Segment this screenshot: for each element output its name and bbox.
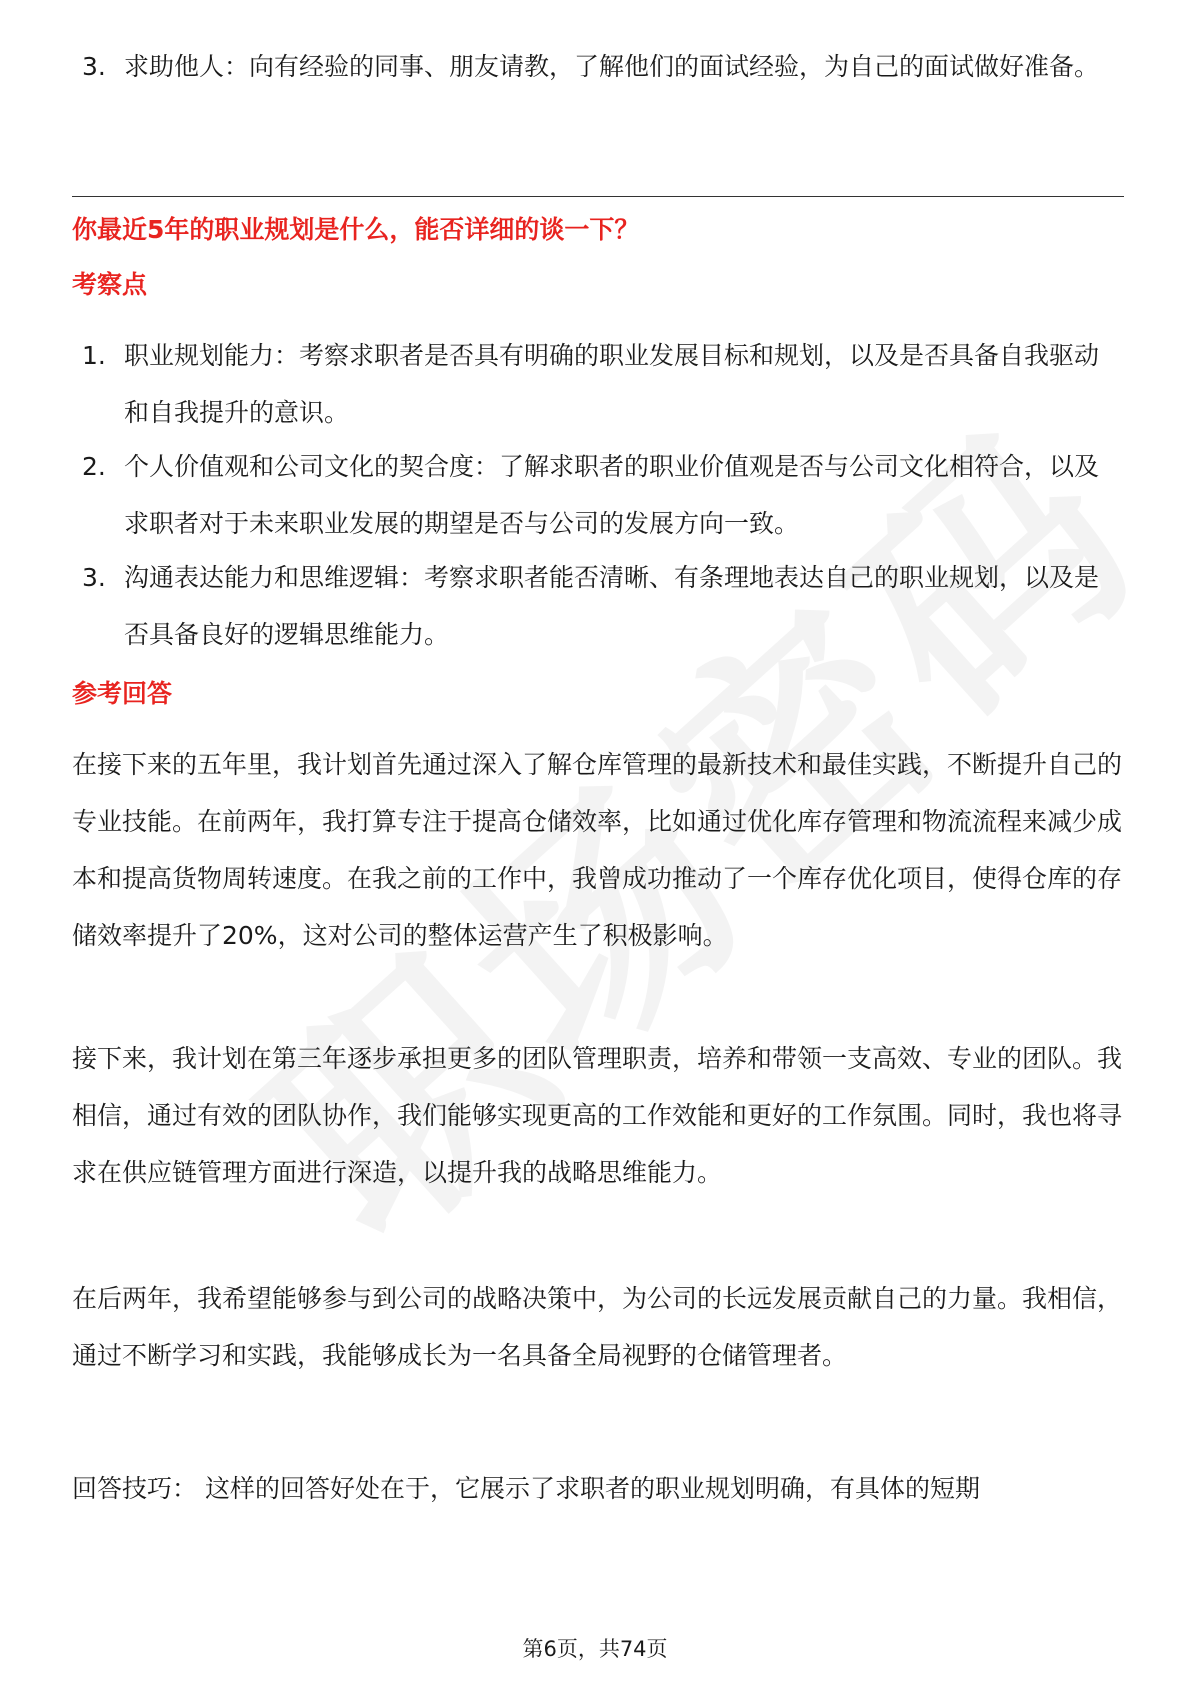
previous-list xyxy=(82,38,1122,95)
page-footer: 第6页，共74页 xyxy=(522,1637,668,1661)
list-text: 求助他人：向有经验的同事、朋友请教，了解他们的面试经验，为自己的面试做好准备。 xyxy=(124,52,1100,81)
list-number: 2. xyxy=(82,452,106,481)
answer-paragraph: 在后两年，我希望能够参与到公司的战略决策中，为公司的长远发展贡献自己的力量。我相信，通过不断学习和实践，我能够成长为一名具备全局视野的仓储管理者。 xyxy=(72,1284,1123,1370)
list-text: 职业规划能力：考察求职者是否具有明确的职业发展目标和规划，以及是否具备自我驱动和自我提升的意识。 xyxy=(124,341,1100,427)
list-item xyxy=(82,549,1122,663)
list-text: 沟通表达能力和思维逻辑：考察求职者能否清晰、有条理地表达自己的职业规划，以及是否具备良好的逻辑思维能力。 xyxy=(124,563,1100,649)
answer-paragraph: 接下来，我计划在第三年逐步承担更多的团队管理职责，培养和带领一支高效、专业的团队。我相信，通过有效的团队协作，我们能够实现更高的工作效能和更好的工作氛围。同时，我也将寻求在供应链管理方面进行深造，以提升我的战略思维能力。 xyxy=(72,1044,1123,1187)
answer-paragraph: 在接下来的五年里，我计划首先通过深入了解仓库管理的最新技术和最佳实践，不断提升自己的专业技能。在前两年，我打算专注于提高仓储效率，比如通过优化库存管理和物流流程来减少成本和提高货物周转速度。在我之前的工作中，我曾成功推动了一个库存优化项目，使得仓库的存储效率提升了20%，这对公司的整体运营产生了积极影响。 xyxy=(72,750,1123,950)
answer-heading: 参考回答 xyxy=(72,679,173,708)
list-number: 3. xyxy=(82,563,106,592)
focus-list xyxy=(82,327,1122,663)
list-item xyxy=(82,438,1122,552)
list-number: 1. xyxy=(82,341,106,370)
answer-tips: 回答技巧： 这样的回答好处在于，它展示了求职者的职业规划明确，有具体的短期 xyxy=(72,1474,980,1503)
list-item xyxy=(82,38,1122,95)
section-divider xyxy=(72,196,1124,197)
list-item xyxy=(82,327,1122,441)
question-title: 你最近5年的职业规划是什么，能否详细的谈一下？ xyxy=(72,215,640,244)
focus-heading: 考察点 xyxy=(72,270,148,299)
list-text: 个人价值观和公司文化的契合度：了解求职者的职业价值观是否与公司文化相符合，以及求职者对于未来职业发展的期望是否与公司的发展方向一致。 xyxy=(124,452,1100,538)
list-number: 3. xyxy=(82,52,106,81)
